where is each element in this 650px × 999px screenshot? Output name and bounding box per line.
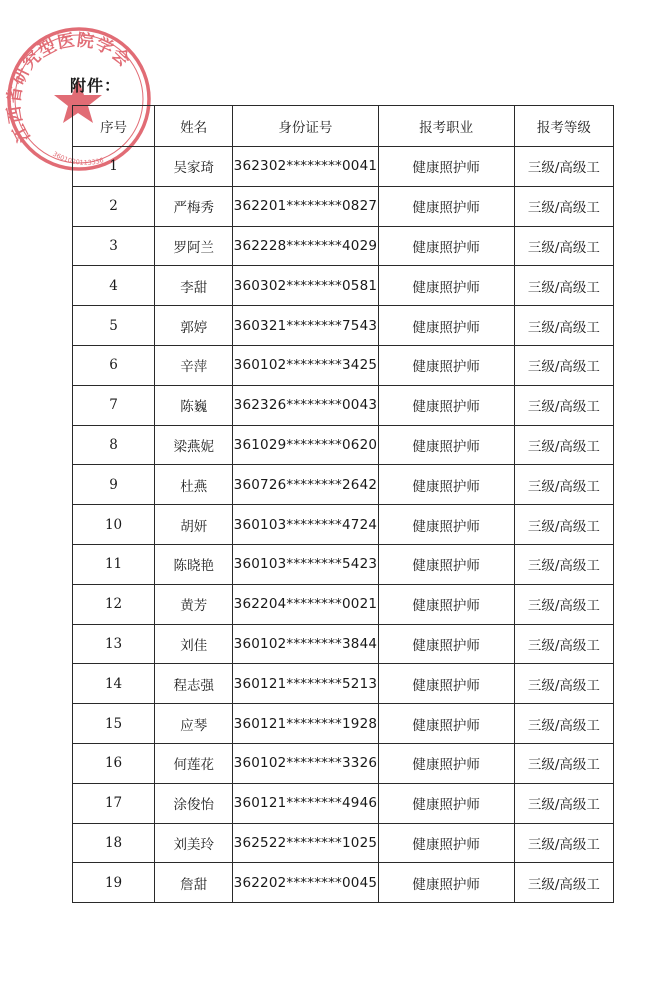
table-row [73, 624, 614, 664]
row-name: 何莲花 [155, 743, 233, 783]
row-occupation: 健康照护师 [378, 783, 514, 823]
row-level: 三级/高级工 [514, 385, 613, 425]
header-id-number: 身份证号 [233, 106, 378, 147]
row-occupation: 健康照护师 [378, 505, 514, 545]
seal-org-text: 江西省研究型医院学会 [4, 30, 135, 146]
row-level: 三级/高级工 [514, 544, 613, 584]
table-row [73, 505, 614, 545]
row-serial-number: 8 [73, 425, 155, 465]
table-row [73, 544, 614, 584]
table-row [73, 226, 614, 266]
row-serial-number: 7 [73, 385, 155, 425]
row-level: 三级/高级工 [514, 266, 613, 306]
row-id-number: 360321********7543 [233, 306, 378, 346]
attachment-label: 附件： [70, 76, 122, 95]
row-serial-number: 9 [73, 465, 155, 505]
header-name: 姓名 [155, 106, 233, 147]
row-occupation: 健康照护师 [378, 704, 514, 744]
row-serial-number: 11 [73, 544, 155, 584]
header-serial-number: 序号 [73, 106, 155, 147]
table-row [73, 783, 614, 823]
row-name: 梁燕妮 [155, 425, 233, 465]
row-serial-number: 18 [73, 823, 155, 863]
row-id-number: 360121********5213 [233, 664, 378, 704]
row-occupation: 健康照护师 [378, 743, 514, 783]
row-id-number: 362202********0045 [233, 863, 378, 903]
row-id-number: 360102********3326 [233, 743, 378, 783]
row-id-number: 360121********1928 [233, 704, 378, 744]
row-name: 刘佳 [155, 624, 233, 664]
row-name: 杜燕 [155, 465, 233, 505]
row-name: 陈巍 [155, 385, 233, 425]
table-body [73, 147, 614, 903]
row-level: 三级/高级工 [514, 624, 613, 664]
table-row [73, 465, 614, 505]
row-serial-number: 12 [73, 584, 155, 624]
row-name: 应琴 [155, 704, 233, 744]
row-level: 三级/高级工 [514, 664, 613, 704]
row-occupation: 健康照护师 [378, 385, 514, 425]
row-serial-number: 13 [73, 624, 155, 664]
row-name: 吴家琦 [155, 147, 233, 187]
table-row [73, 147, 614, 187]
table-row [73, 704, 614, 744]
row-level: 三级/高级工 [514, 863, 613, 903]
header-level: 报考等级 [514, 106, 613, 147]
row-name: 严梅秀 [155, 186, 233, 226]
row-id-number: 360121********4946 [233, 783, 378, 823]
row-serial-number: 1 [73, 147, 155, 187]
row-name: 辛萍 [155, 345, 233, 385]
row-occupation: 健康照护师 [378, 266, 514, 306]
row-occupation: 健康照护师 [378, 226, 514, 266]
row-id-number: 362302********0041 [233, 147, 378, 187]
row-name: 涂俊怡 [155, 783, 233, 823]
row-level: 三级/高级工 [514, 465, 613, 505]
row-name: 詹甜 [155, 863, 233, 903]
row-name: 刘美玲 [155, 823, 233, 863]
table-row [73, 664, 614, 704]
header-occupation: 报考职业 [378, 106, 514, 147]
table-row [73, 743, 614, 783]
row-id-number: 360726********2642 [233, 465, 378, 505]
candidate-roster-table [72, 105, 614, 903]
row-serial-number: 5 [73, 306, 155, 346]
row-occupation: 健康照护师 [378, 186, 514, 226]
row-level: 三级/高级工 [514, 743, 613, 783]
row-id-number: 360302********0581 [233, 266, 378, 306]
row-occupation: 健康照护师 [378, 624, 514, 664]
row-level: 三级/高级工 [514, 823, 613, 863]
row-occupation: 健康照护师 [378, 863, 514, 903]
row-id-number: 360102********3844 [233, 624, 378, 664]
row-occupation: 健康照护师 [378, 147, 514, 187]
row-serial-number: 2 [73, 186, 155, 226]
row-level: 三级/高级工 [514, 425, 613, 465]
row-serial-number: 10 [73, 505, 155, 545]
row-occupation: 健康照护师 [378, 823, 514, 863]
row-id-number: 360103********4724 [233, 505, 378, 545]
row-level: 三级/高级工 [514, 783, 613, 823]
row-name: 郭婷 [155, 306, 233, 346]
table-row [73, 345, 614, 385]
table-row [73, 186, 614, 226]
row-name: 程志强 [155, 664, 233, 704]
row-level: 三级/高级工 [514, 147, 613, 187]
row-name: 罗阿兰 [155, 226, 233, 266]
header-row [73, 106, 614, 147]
row-level: 三级/高级工 [514, 345, 613, 385]
row-serial-number: 3 [73, 226, 155, 266]
row-name: 陈晓艳 [155, 544, 233, 584]
table-row [73, 306, 614, 346]
row-name: 黄芳 [155, 584, 233, 624]
row-name: 胡妍 [155, 505, 233, 545]
row-occupation: 健康照护师 [378, 306, 514, 346]
row-id-number: 362522********1025 [233, 823, 378, 863]
row-id-number: 362228********4029 [233, 226, 378, 266]
row-occupation: 健康照护师 [378, 345, 514, 385]
row-level: 三级/高级工 [514, 505, 613, 545]
table-row [73, 584, 614, 624]
row-occupation: 健康照护师 [378, 425, 514, 465]
row-id-number: 362326********0043 [233, 385, 378, 425]
table-row [73, 863, 614, 903]
row-id-number: 361029********0620 [233, 425, 378, 465]
row-occupation: 健康照护师 [378, 584, 514, 624]
row-occupation: 健康照护师 [378, 664, 514, 704]
row-level: 三级/高级工 [514, 186, 613, 226]
table-row [73, 823, 614, 863]
row-serial-number: 16 [73, 743, 155, 783]
row-id-number: 362201********0827 [233, 186, 378, 226]
row-name: 李甜 [155, 266, 233, 306]
row-id-number: 360102********3425 [233, 345, 378, 385]
row-serial-number: 14 [73, 664, 155, 704]
row-occupation: 健康照护师 [378, 465, 514, 505]
row-id-number: 360103********5423 [233, 544, 378, 584]
row-serial-number: 19 [73, 863, 155, 903]
row-level: 三级/高级工 [514, 306, 613, 346]
table-row [73, 425, 614, 465]
table-row [73, 266, 614, 306]
row-serial-number: 6 [73, 345, 155, 385]
row-serial-number: 15 [73, 704, 155, 744]
row-serial-number: 4 [73, 266, 155, 306]
row-level: 三级/高级工 [514, 226, 613, 266]
table-row [73, 385, 614, 425]
row-serial-number: 17 [73, 783, 155, 823]
row-level: 三级/高级工 [514, 704, 613, 744]
row-level: 三级/高级工 [514, 584, 613, 624]
row-occupation: 健康照护师 [378, 544, 514, 584]
seal-number-text: 3601020113336 [51, 149, 105, 167]
row-id-number: 362204********0021 [233, 584, 378, 624]
table-header [73, 106, 614, 147]
